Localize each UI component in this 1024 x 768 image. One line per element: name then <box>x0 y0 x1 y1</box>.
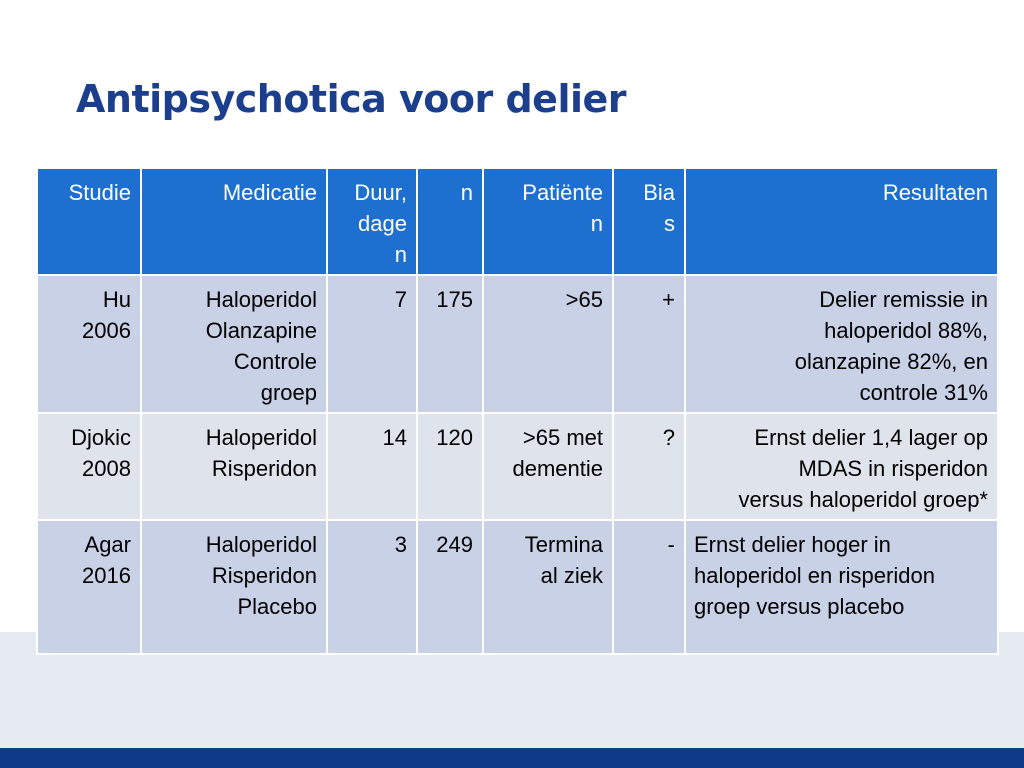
cell-patienten <box>483 275 613 413</box>
cell-line: al ziek <box>540 563 603 588</box>
cell-line: >65 <box>565 287 603 312</box>
header-resultaten-line: Resultaten <box>882 180 988 205</box>
cell-studie <box>37 413 141 520</box>
table-row <box>37 520 998 654</box>
cell-line: + <box>662 287 675 312</box>
cell-resultaten <box>685 413 998 520</box>
cell-n <box>417 520 483 654</box>
cell-line: dementie <box>512 456 603 481</box>
cell-line: Risperidon <box>211 563 317 588</box>
cell-resultaten <box>685 520 998 654</box>
cell-line: 2016 <box>82 563 131 588</box>
cell-line: 175 <box>436 287 473 312</box>
cell-duur <box>327 275 417 413</box>
cell-line: 120 <box>436 425 473 450</box>
cell-studie <box>37 520 141 654</box>
cell-bias <box>613 520 685 654</box>
study-table <box>36 167 999 655</box>
cell-line: 3 <box>394 532 407 557</box>
cell-line: haloperidol 88%, <box>824 318 988 343</box>
cell-line: 2008 <box>82 456 131 481</box>
header-row <box>37 168 998 275</box>
cell-line: groep versus placebo <box>694 594 905 619</box>
cell-resultaten <box>685 275 998 413</box>
header-duur-line: n <box>394 242 407 267</box>
cell-line: ? <box>662 425 675 450</box>
cell-line: groep <box>260 380 317 405</box>
header-medicatie <box>141 168 327 275</box>
table-row <box>37 413 998 520</box>
table-row <box>37 275 998 413</box>
cell-line: Olanzapine <box>205 318 317 343</box>
cell-line: 14 <box>382 425 407 450</box>
cell-line: 249 <box>436 532 473 557</box>
cell-bias <box>613 413 685 520</box>
cell-line: Haloperidol <box>205 425 317 450</box>
cell-line: - <box>667 532 675 557</box>
header-studie <box>37 168 141 275</box>
cell-n <box>417 275 483 413</box>
cell-line: Hu <box>102 287 131 312</box>
cell-bias <box>613 275 685 413</box>
header-bias-line: Bia <box>643 180 675 205</box>
cell-line: Placebo <box>237 594 317 619</box>
header-patienten-line: Patiënte <box>522 180 603 205</box>
header-duur-line: dage <box>358 211 407 236</box>
cell-line: Delier remissie in <box>819 287 988 312</box>
cell-line: 2006 <box>82 318 131 343</box>
cell-medicatie <box>141 520 327 654</box>
header-n-line: n <box>460 180 473 205</box>
cell-line: 7 <box>394 287 407 312</box>
header-patienten <box>483 168 613 275</box>
cell-n <box>417 413 483 520</box>
cell-line: >65 met <box>522 425 603 450</box>
cell-line: Agar <box>84 532 131 557</box>
header-bias-line: s <box>664 211 675 236</box>
cell-line: Ernst delier 1,4 lager op <box>754 425 988 450</box>
cell-line: Ernst delier hoger in <box>694 532 891 557</box>
cell-studie <box>37 275 141 413</box>
cell-line: MDAS in risperidon <box>798 456 988 481</box>
cell-duur <box>327 520 417 654</box>
cell-duur <box>327 413 417 520</box>
cell-patienten <box>483 413 613 520</box>
cell-line: Haloperidol <box>205 532 317 557</box>
header-duur <box>327 168 417 275</box>
cell-line: Termina <box>524 532 603 557</box>
cell-patienten <box>483 520 613 654</box>
cell-medicatie <box>141 275 327 413</box>
cell-line: versus haloperidol groep* <box>738 487 988 512</box>
footer-bar <box>0 748 1024 768</box>
cell-medicatie <box>141 413 327 520</box>
header-n <box>417 168 483 275</box>
cell-line: Controle <box>233 349 317 374</box>
cell-line: haloperidol en risperidon <box>694 563 935 588</box>
header-duur-line: Duur, <box>354 180 407 205</box>
cell-line: controle 31% <box>859 380 988 405</box>
header-patienten-line: n <box>590 211 603 236</box>
header-bias <box>613 168 685 275</box>
cell-line: Haloperidol <box>205 287 317 312</box>
slide-title: Antipsychotica voor delier <box>76 77 627 121</box>
header-medicatie-line: Medicatie <box>222 180 317 205</box>
cell-line: olanzapine 82%, en <box>794 349 988 374</box>
header-resultaten <box>685 168 998 275</box>
cell-line: Djokic <box>71 425 131 450</box>
header-studie-line: Studie <box>68 180 131 205</box>
cell-line: Risperidon <box>211 456 317 481</box>
